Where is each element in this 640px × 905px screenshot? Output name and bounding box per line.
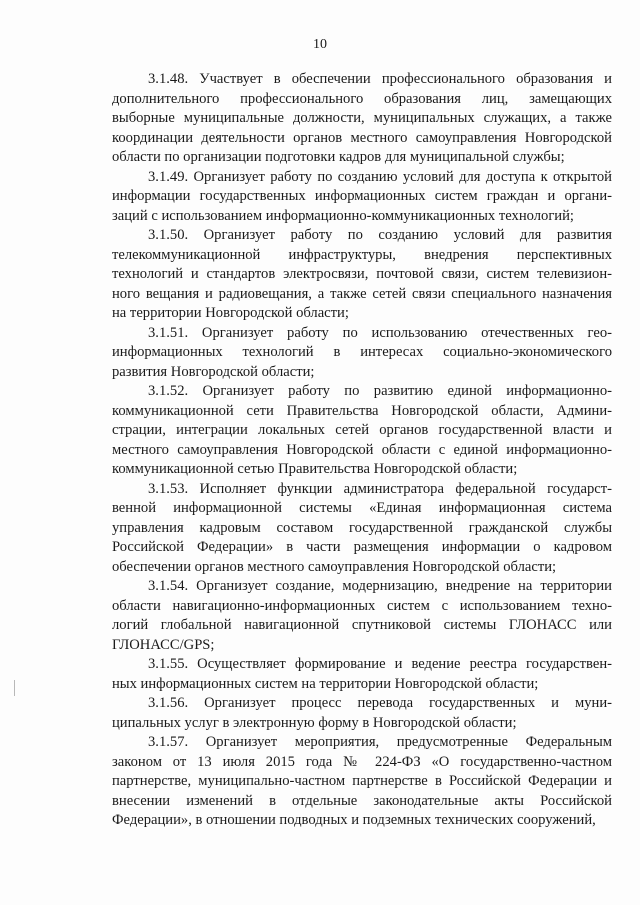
paragraph-line: партнерстве, муниципально-частном партнерстве в Российской Федерации и — [112, 773, 612, 789]
paragraph-line: 3.1.54. Организует создание, модернизацию, внедрение на территории — [148, 578, 612, 594]
paragraph-line: выборные муниципальные должности, муниципальных служащих, а также — [112, 110, 612, 126]
paragraph-line: 3.1.48. Участвует в обеспечении профессионального образования и — [148, 71, 612, 87]
paragraph-3-1-57 — [112, 733, 612, 831]
paragraph-3-1-54 — [112, 577, 612, 655]
paragraph-line: законом от 13 июля 2015 года № 224-ФЗ «О государственно-частном — [112, 753, 612, 770]
paragraph-line: обеспечении органов местного самоуправления Новгородской области; — [112, 558, 557, 575]
paragraph-line: ГЛОНАСС/GPS; — [112, 636, 215, 653]
paragraph-line: 3.1.53. Исполняет функции администратора федеральной государст- — [148, 480, 612, 497]
paragraph-line: заций с использованием информационно-коммуникационных технологий; — [112, 207, 574, 224]
paragraph-line: логий глобальной навигационной спутниковой системы ГЛОНАСС или — [112, 617, 612, 633]
paragraph-3-1-51 — [112, 324, 612, 383]
paragraph-line: управления кадровым составом государственной гражданской службы — [112, 519, 612, 536]
paragraph-line: внесении изменений в отдельные законодательные акты Российской — [112, 792, 612, 809]
paragraph-line: Федерации», в отношении подводных и подземных технических сооружений, — [112, 812, 596, 828]
paragraph-line: 3.1.51. Организует работу по использованию отечественных гео- — [148, 324, 612, 341]
page-number: 10 — [313, 37, 327, 52]
paragraph-line: развития Новгородской области; — [112, 363, 315, 380]
paragraph-3-1-53 — [112, 480, 612, 578]
paragraph-line: координации деятельности органов местного самоуправления Новгородской — [112, 129, 612, 146]
paragraph-3-1-52 — [112, 382, 612, 480]
paragraph-line: ного вещания и радиовещания, а также сетей связи специального назначения — [112, 285, 612, 302]
paragraph-line: 3.1.57. Организует мероприятия, предусмотренные Федеральным — [148, 734, 612, 750]
paragraph-line: 3.1.49. Организует работу по созданию условий для доступа к открытой — [148, 168, 612, 185]
paragraph-3-1-50 — [112, 226, 612, 324]
paragraph-line: телекоммуникационной инфраструктуры, внедрения перспективных — [112, 246, 612, 263]
paragraph-line: коммуникационной сети Правительства Новгородской области, Админи- — [112, 402, 612, 419]
paragraph-3-1-56 — [112, 694, 612, 733]
paragraph-line: 3.1.56. Организует процесс перевода государственных и муни- — [148, 695, 612, 711]
paragraph-line: коммуникационной сетью Правительства Новгородской области; — [112, 461, 518, 477]
paragraph-3-1-48 — [112, 70, 612, 168]
paragraph-line: ципальных услуг в электронную форму в Новгородской области; — [112, 714, 517, 731]
paragraph-line: страции, интеграции локальных сетей органов государственной власти и — [112, 422, 612, 438]
paragraph-3-1-49 — [112, 168, 612, 227]
document-body — [112, 70, 612, 831]
paragraph-line: области навигационно-информационных систем с использованием техно- — [112, 597, 612, 614]
paragraph-line: на территории Новгородской области; — [112, 305, 349, 321]
scan-margin-mark — [14, 680, 15, 696]
paragraph-line: Российской Федерации» в части размещения информации о кадровом — [112, 539, 612, 555]
paragraph-line: ных информационных систем на территории Новгородской области; — [112, 675, 539, 692]
paragraph-line: информационных технологий в интересах социально-экономического — [112, 344, 612, 360]
paragraph-line: 3.1.50. Организует работу по созданию условий для развития — [148, 227, 612, 243]
paragraph-line: информации государственных информационных систем граждан и органи- — [112, 188, 612, 204]
paragraph-line: местного самоуправления Новгородской области с единой информационно- — [112, 441, 612, 458]
paragraph-line: дополнительного профессионального образования лиц, замещающих — [112, 90, 612, 107]
paragraph-line: области по организации подготовки кадров для муниципальной службы; — [112, 149, 565, 165]
paragraph-line: венной информационной системы «Единая информационная система — [112, 500, 612, 516]
paragraph-line: 3.1.52. Организует работу по развитию единой информационно- — [148, 383, 612, 399]
paragraph-line: технологий и стандартов электросвязи, почтовой связи, систем телевизион- — [112, 266, 612, 282]
paragraph-3-1-55 — [112, 655, 612, 694]
paragraph-line: 3.1.55. Осуществляет формирование и ведение реестра государствен- — [148, 656, 612, 672]
